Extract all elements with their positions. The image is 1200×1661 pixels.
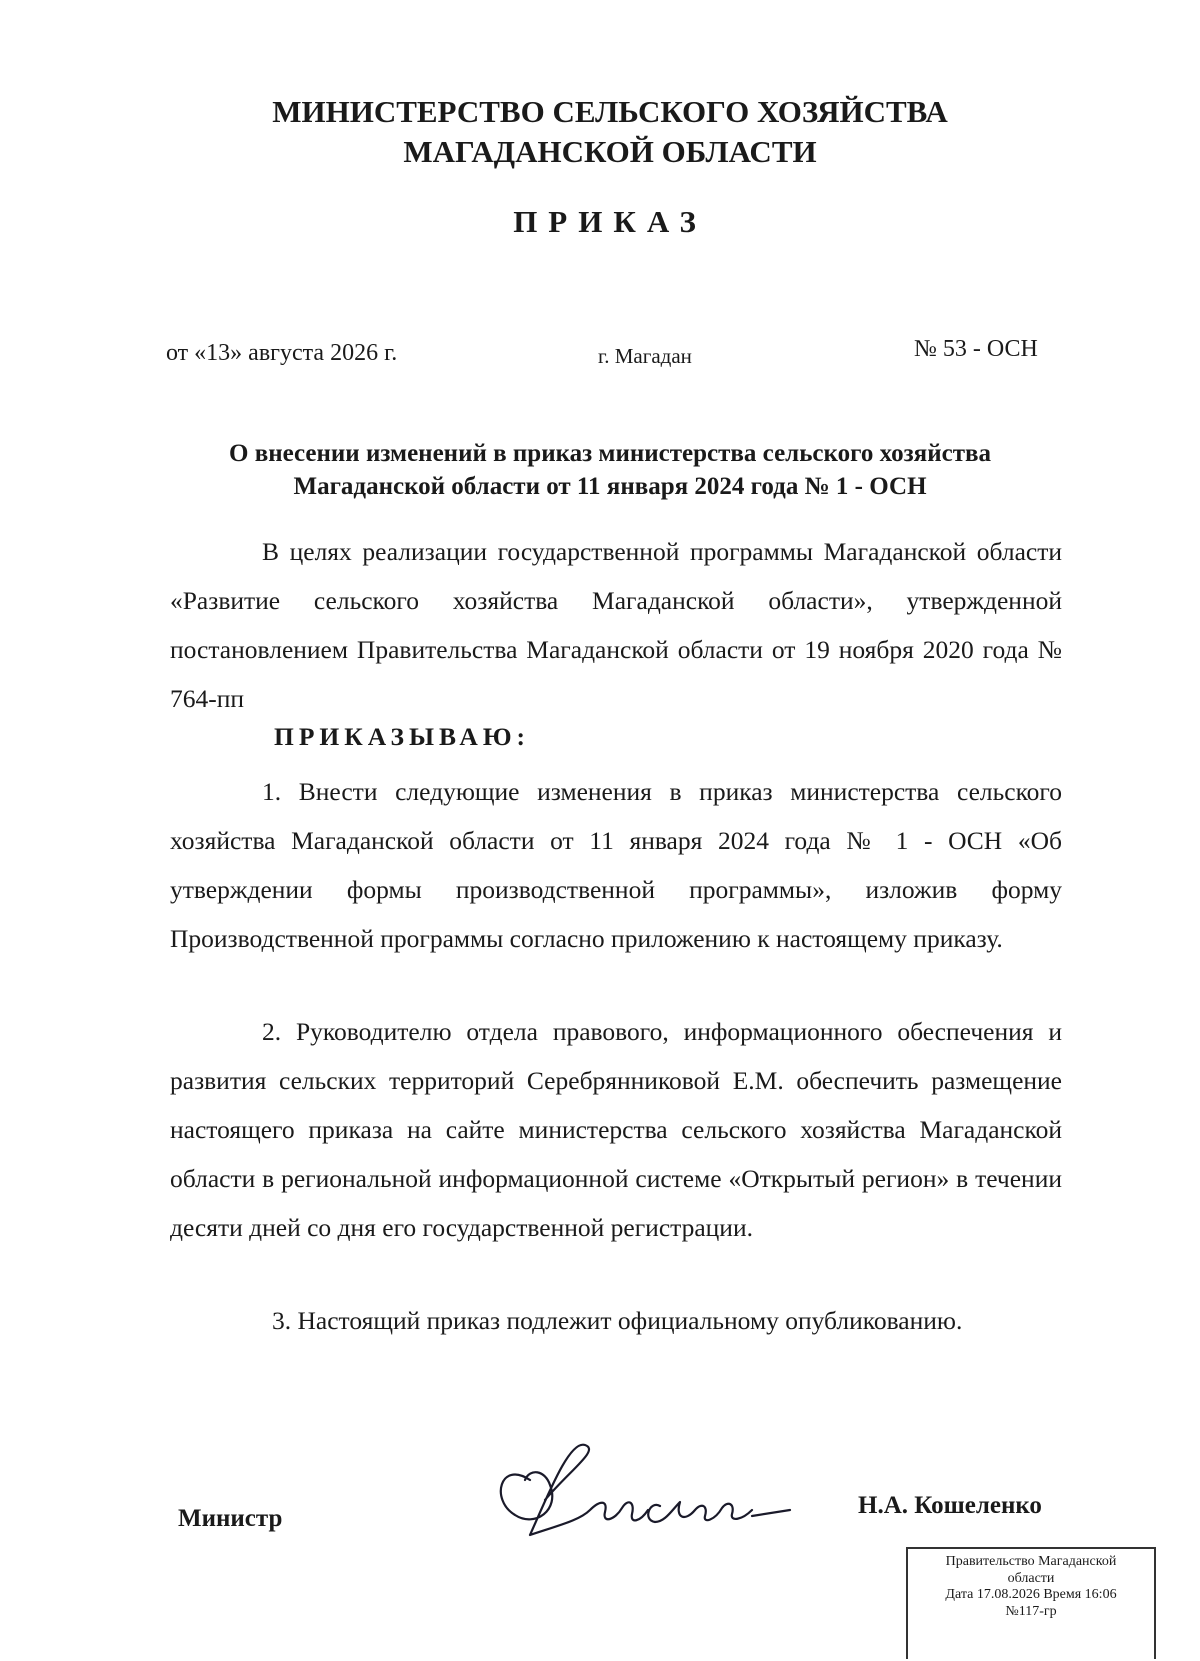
signatory-name: Н.А. Кошеленко xyxy=(858,1492,1042,1519)
stamp-line-2: области xyxy=(1007,1570,1055,1586)
stamp-line-4: №117-гр xyxy=(1005,1603,1057,1619)
signatory-position: Министр xyxy=(178,1505,283,1532)
ministry-line-2: МАГАДАНСКОЙ ОБЛАСТИ xyxy=(403,134,817,169)
decree-heading: ПРИКАЗЫВАЮ: xyxy=(274,722,531,751)
order-number: № 53 - ОСН xyxy=(914,336,1038,362)
order-date: от «13» августа 2026 г. xyxy=(166,340,398,366)
stamp-line-1: Правительство Магаданской xyxy=(945,1554,1117,1569)
handwritten-signature xyxy=(490,1440,820,1550)
order-item-3: 3. Настоящий приказ подлежит официальному опубликованию. xyxy=(272,1306,963,1335)
preamble-paragraph: В целях реализации государственной программы Магаданской области «Развитие сельского хозяйства Магаданской области», утвержденной постановлением Правительства Магаданской области от 19 ноября 2020 года № 764-пп xyxy=(170,537,1062,713)
stamp-line-3: Дата 17.08.2026 Время 16:06 xyxy=(945,1587,1117,1602)
subject-line-2: Магаданской области от 11 января 2024 года № 1 - ОСН xyxy=(293,473,927,500)
order-item-1: 1. Внести следующие изменения в приказ министерства сельского хозяйства Магаданской области от 11 января 2024 года № 1 - ОСН «Об утверждении формы производственной программы», изложив форму Производственной программы согласно приложению к настоящему приказу. xyxy=(170,777,1062,953)
order-city: г. Магадан xyxy=(598,344,692,368)
ministry-header xyxy=(0,92,1200,172)
order-subject xyxy=(150,437,1070,503)
ministry-line-1: МИНИСТЕРСТВО СЕЛЬСКОГО ХОЗЯЙСТВА xyxy=(272,94,948,129)
subject-line-1: О внесении изменений в приказ министерства сельского хозяйства xyxy=(229,440,991,467)
document-type-title: ПРИКАЗ xyxy=(513,204,707,239)
order-item-2: 2. Руководителю отдела правового, информационного обеспечения и развития сельских территорий Серебрянниковой Е.М. обеспечить размещение настоящего приказа на сайте министерства сельского хозяйства Магаданской области в региональной информационной системе «Открытый регион» в течении десяти дней со дня его государственной регистрации. xyxy=(170,1017,1062,1242)
registration-stamp xyxy=(906,1547,1156,1659)
